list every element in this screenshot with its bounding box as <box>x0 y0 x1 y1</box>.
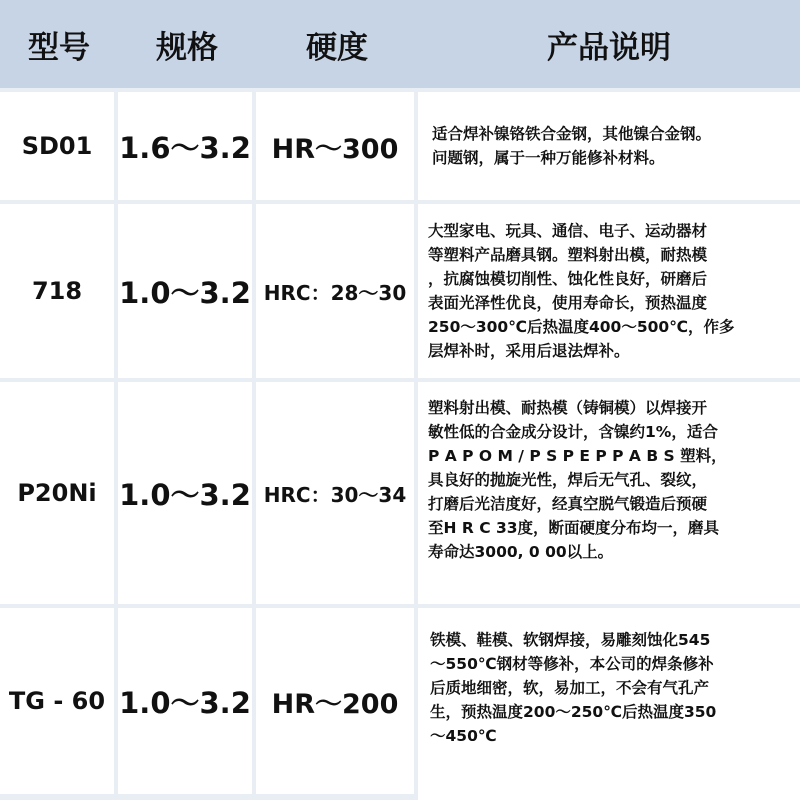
row-3-spec: 1.0～3.2 <box>118 382 252 604</box>
description-line: ～550℃钢材等修补，本公司的焊条修补 <box>430 655 714 673</box>
row-2-spec: 1.0～3.2 <box>118 204 252 378</box>
description-line: 适合焊补镍铬铁合金钢，其他镍合金钢。 <box>432 125 712 143</box>
description-line: 铁模、鞋模、软钢焊接，易雕刻蚀化545 <box>430 631 711 649</box>
row-4-description <box>418 608 800 800</box>
description-line: 塑料射出模、耐热模（铸铜模）以焊接开 <box>428 399 708 417</box>
description-line: 具良好的抛旋光性，焊后无气孔、裂纹， <box>428 471 708 489</box>
description-line: 表面光泽性优良，使用寿命长，预热温度 <box>428 294 708 312</box>
row-3-description <box>418 382 800 604</box>
row-1-hardness: HR～300 <box>256 92 414 200</box>
description-line: 大型家电、玩具、通信、电子、运动器材 <box>428 222 708 240</box>
description-line: 层焊补时，采用后退法焊补。 <box>428 342 630 360</box>
description-line: 敏性低的合金成分设计，含镍约1%，适合 <box>428 423 718 441</box>
description-line: ～450℃ <box>430 727 497 745</box>
row-1-model: SD01 <box>0 92 114 200</box>
description-line: 寿命达3000, 0 00以上。 <box>428 543 614 561</box>
description-line: 后质地细密，软，易加工，不会有气孔产 <box>430 679 710 697</box>
description-line: P A P O M / P S P E P P A B S 塑料， <box>428 447 727 465</box>
header-spec: 规格 <box>156 29 218 66</box>
row-2-model: 718 <box>0 204 114 378</box>
row-4-model: TG - 60 <box>0 608 114 794</box>
row-4-hardness: HR～200 <box>256 608 414 794</box>
description-line: 生，预热温度200～250℃后热温度350 <box>430 703 717 721</box>
row-3-hardness: HRC：30～34 <box>256 382 414 604</box>
row-1-spec: 1.6～3.2 <box>118 92 252 200</box>
header-description: 产品说明 <box>547 29 671 66</box>
header-hardness: 硬度 <box>306 29 368 66</box>
description-line: 打磨后光洁度好，经真空脱气锻造后预硬 <box>428 495 708 513</box>
description-line: 250～300℃后热温度400～500℃，作多 <box>428 318 735 336</box>
row-4-spec: 1.0～3.2 <box>118 608 252 794</box>
table-header <box>0 0 800 88</box>
header-model: 型号 <box>28 29 90 66</box>
row-2-hardness: HRC：28～30 <box>256 204 414 378</box>
row-1-description <box>418 92 800 200</box>
row-2-description <box>418 204 800 378</box>
description-line: ，抗腐蚀模切削性、蚀化性良好，研磨后 <box>428 270 708 288</box>
description-line: 问题钢，属于一种万能修补材料。 <box>432 149 665 167</box>
description-line: 至H R C 33度，断面硬度分布均一，磨具 <box>428 519 720 537</box>
description-line: 等塑料产品磨具钢。塑料射出模，耐热模 <box>428 246 708 264</box>
row-3-model: P20Ni <box>0 382 114 604</box>
